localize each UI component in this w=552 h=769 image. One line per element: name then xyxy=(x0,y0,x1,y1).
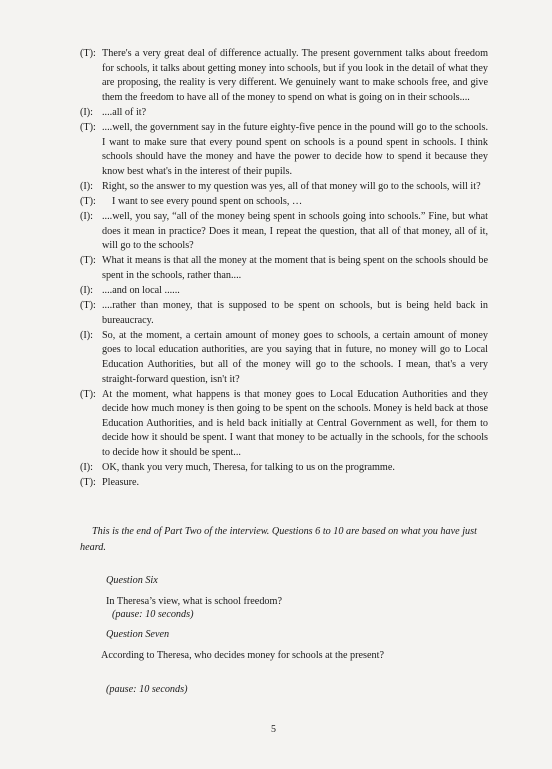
transcript-line xyxy=(80,106,488,121)
transcript-line xyxy=(80,388,488,461)
speaker-label: (T): xyxy=(80,195,96,207)
transcript-line xyxy=(80,284,488,299)
line-text: I want to see every pound spent on schools, … xyxy=(112,195,303,207)
line-text: Right, so the answer to my question was yes, all of that money will go to the schools, will it? xyxy=(102,180,481,192)
line-text: What it means is that all the money at the moment that is being spent on the schools should be spent in the schools, rather than.... xyxy=(102,255,488,281)
question-seven-pause: (pause: 10 seconds) xyxy=(106,684,188,695)
line-text: OK, thank you very much, Theresa, for talking to us on the programme. xyxy=(102,462,395,474)
transcript-line xyxy=(80,299,488,328)
transcript-line xyxy=(80,121,488,179)
line-text: So, at the moment, a certain amount of money goes to schools, a certain amount of money goes to local education authorities, are you saying that in future, no money will go to Local Education Authorities, but all of the money will go to the schools. I mean, that's a very straight-forward question, isn't it? xyxy=(102,329,488,385)
line-text: There's a very great deal of difference actually. The present government talks about freedom for schools, it talks about getting money into schools, but if you look in the detail of what they are proposing, the reality is very different. We genuinely want to make schools free, and give them the freedom to have all of the money to spend on what is going on in their schools.... xyxy=(102,48,488,103)
transcript-line xyxy=(80,47,488,105)
line-text: ....well, you say, “all of the money being spent in schools going into schools.” Fine, but what does it mean in practice? Does it mean, I repeat the question, that all of that money, all of it, will go to the schools? xyxy=(102,211,488,252)
transcript-line xyxy=(80,210,488,254)
transcript-line xyxy=(80,329,488,387)
question-six-text: In Theresa’s view, what is school freedom? xyxy=(106,596,282,607)
speaker-label: (I): xyxy=(80,211,94,223)
line-text: At the moment, what happens is that money goes to Local Education Authorities and they decide how much money is then going to be spent on the schools. Money is held back at those Education Authorities, and is held back initially at Central Government as well, for them to decide how it should be spent. I want that money to be actually in the schools, for the schools to decide how it should be spent... xyxy=(102,388,488,459)
speaker-label: (T): xyxy=(80,388,96,400)
interview-transcript xyxy=(80,47,488,491)
question-seven-text: According to Theresa, who decides money for schools at the present? xyxy=(101,650,384,661)
page-number: 5 xyxy=(271,724,276,735)
line-text: ....all of it? xyxy=(102,106,147,118)
question-six-heading: Question Six xyxy=(106,575,158,586)
transcript-line xyxy=(80,254,488,283)
speaker-label: (I): xyxy=(80,329,94,341)
transcript-line xyxy=(80,180,488,195)
question-seven-heading: Question Seven xyxy=(106,629,170,640)
speaker-label: (T): xyxy=(80,477,96,489)
speaker-label: (I): xyxy=(80,285,94,296)
transcript-line xyxy=(80,195,488,210)
line-text: ....and on local ...... xyxy=(102,285,180,296)
speaker-label: (I): xyxy=(80,106,94,118)
line-text: Pleasure. xyxy=(102,477,140,489)
transcript-line xyxy=(80,476,488,491)
speaker-label: (T): xyxy=(80,121,96,133)
speaker-label: (I): xyxy=(80,180,94,192)
closing-instruction: This is the end of Part Two of the interview. Questions 6 to 10 are based on what you have just heard. xyxy=(80,526,477,553)
speaker-label: (T): xyxy=(80,48,96,59)
line-text: ....rather than money, that is supposed to be spent on schools, but is being held back in bureaucracy. xyxy=(102,300,488,326)
speaker-label: (I): xyxy=(80,462,94,474)
transcript-line xyxy=(80,461,488,476)
line-text: ....well, the government say in the future eighty-five pence in the pound will go to the schools. I want to make sure that every pound spent on schools is a pound spent in schools. I think schools should have the money and have the power to decide how to spend it because they know best what's in the interest of their pupils. xyxy=(102,121,488,177)
question-six-pause: (pause: 10 seconds) xyxy=(112,609,194,620)
speaker-label: (T): xyxy=(80,255,96,267)
speaker-label: (T): xyxy=(80,300,96,312)
